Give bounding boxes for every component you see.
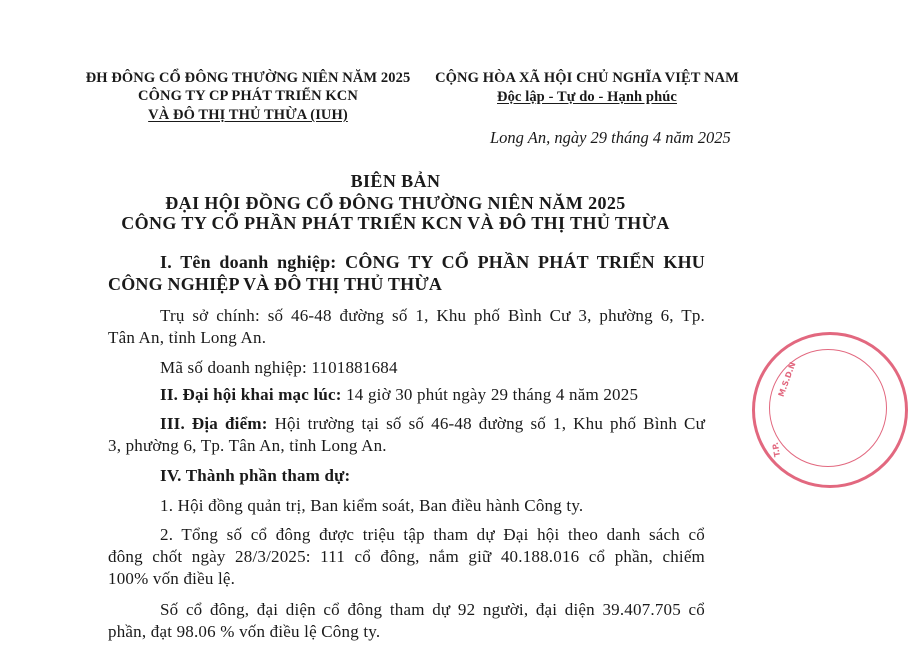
section3-line1 [160, 414, 705, 434]
seal-text-1: M.S.D.N [776, 360, 798, 399]
company-name-line2: CÔNG NGHIỆP VÀ ĐÔ THỊ THỦ THỪA [108, 274, 443, 294]
section4-label: IV. Thành phần tham dự: [160, 466, 351, 485]
tax-code: Mã số doanh nghiệp: 1101881684 [160, 358, 398, 377]
header-left-line2: CÔNG TY CP PHÁT TRIỂN KCN [138, 88, 358, 104]
header-left-line1: ĐH ĐÔNG CỔ ĐÔNG THƯỜNG NIÊN NĂM 2025 [85, 70, 411, 86]
section3-line2: 3, phường 6, Tp. Tân An, tỉnh Long An. [108, 436, 387, 455]
doc-title: BIÊN BẢN [350, 171, 441, 191]
section4-item2-line1: 2. Tổng số cổ đông được triệu tập tham dự Đại hội theo danh sách cổ [160, 525, 705, 544]
section4-item2-line2: đông chốt ngày 28/3/2025: 111 cổ đông, nắm giữ 40.188.016 cổ phần, chiếm [108, 547, 705, 566]
company-seal [752, 332, 908, 488]
header-right-line1: CỘNG HÒA XÃ HỘI CHỦ NGHĨA VIỆT NAM [435, 70, 739, 86]
section1-label: I. Tên doanh nghiệp: [160, 252, 337, 272]
section4-item1: 1. Hội đồng quản trị, Ban kiểm soát, Ban điều hành Công ty. [160, 496, 584, 515]
header-right-line2 [428, 89, 746, 106]
header-left-line3-text: VÀ ĐÔ THỊ THỦ THỪA (IUH) [148, 107, 348, 123]
section3-text-1: Hội trường tại số số 46-48 đường số 1, Khu phố Bình Cư [267, 414, 705, 433]
attendance-line2: phần, đạt 98.06 % vốn điều lệ Công ty. [108, 622, 381, 641]
place-date: Long An, ngày 29 tháng 4 năm 2025 [490, 128, 731, 147]
company-name-line1: CÔNG TY CỔ PHẦN PHÁT TRIỂN KHU [345, 252, 706, 272]
section1-heading [160, 252, 705, 273]
section4-item2-line3: 100% vốn điều lệ. [108, 569, 236, 588]
section2-label: II. Đại hội khai mạc lúc: [160, 385, 342, 404]
address-line1: Trụ sở chính: số 46-48 đường số 1, Khu phố Bình Cư 3, phường 6, Tp. [160, 306, 705, 325]
attendance-line1: Số cổ đông, đại diện cổ đông tham dự 92 người, đại diện 39.407.705 cổ [160, 600, 705, 619]
section3-label: III. Địa điểm: [160, 414, 268, 433]
seal-text-2: T.P. [770, 441, 783, 458]
section2-text: 14 giờ 30 phút ngày 29 tháng 4 năm 2025 [341, 385, 639, 404]
doc-subtitle-2: CÔNG TY CỔ PHẦN PHÁT TRIỂN KCN VÀ ĐÔ THỊ THỦ THỪA [121, 213, 670, 233]
section2 [160, 385, 638, 405]
doc-subtitle-1: ĐẠI HỘI ĐỒNG CỔ ĐÔNG THƯỜNG NIÊN NĂM 2025 [165, 193, 626, 213]
motto: Độc lập - Tự do - Hạnh phúc [497, 89, 677, 105]
address-line2: Tân An, tỉnh Long An. [108, 328, 267, 347]
header-left-line3 [78, 107, 418, 124]
